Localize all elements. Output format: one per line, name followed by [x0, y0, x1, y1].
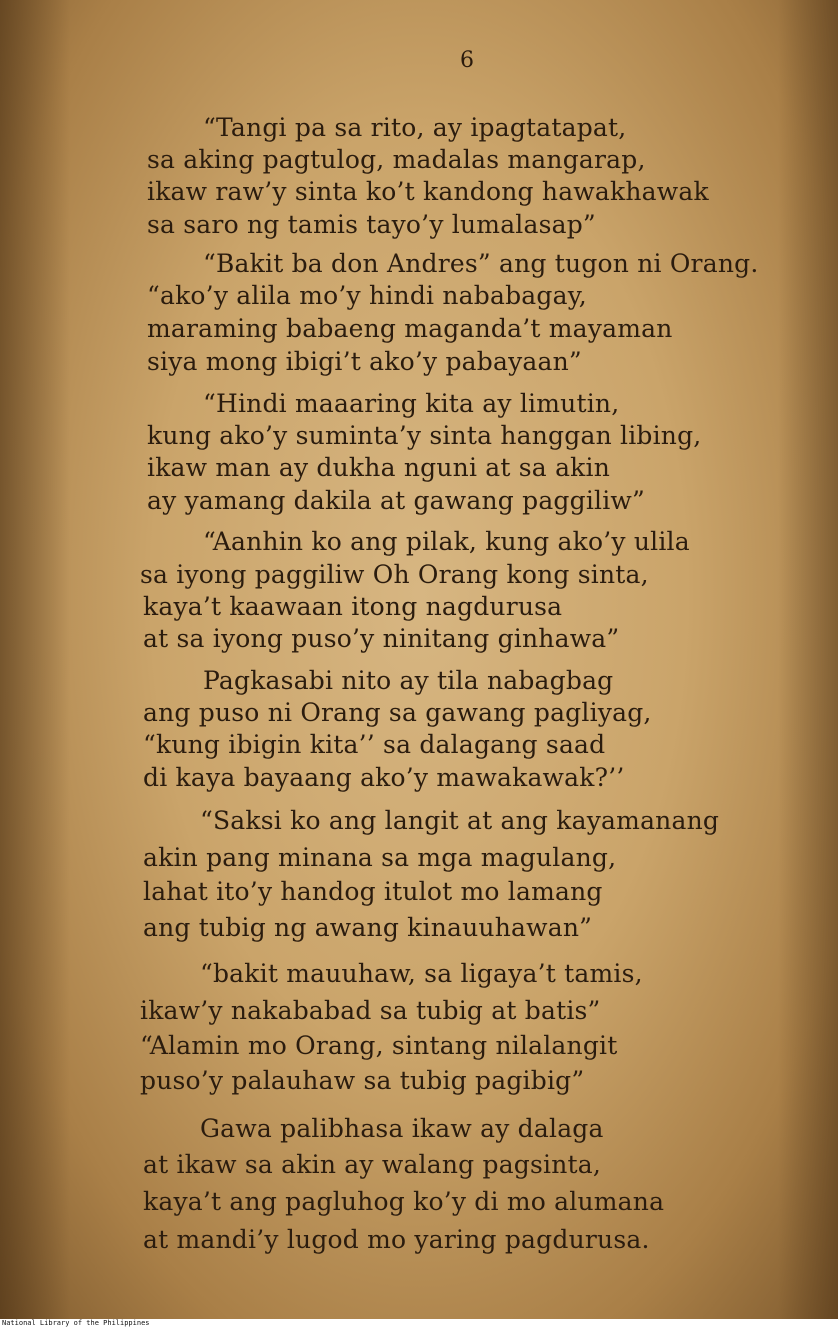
poem-line: Pagkasabi nito ay tila nabagbag — [203, 666, 614, 695]
poem-line: at mandi’y lugod mo yaring pagdurusa. — [143, 1225, 650, 1254]
poem-line: “bakit mauuhaw, sa ligaya’t tamis, — [200, 959, 643, 988]
poem-line: siya mong ibigi’t ako’y pabayaan” — [147, 347, 582, 376]
poem-line: ang tubig ng awang kinauuhawan” — [143, 913, 593, 942]
poem-line: at ikaw sa akin ay walang pagsinta, — [143, 1150, 602, 1179]
poem-line: ikaw man ay dukha nguni at sa akin — [147, 453, 611, 482]
poem-line: “ako’y alila mo’y hindi nababagay, — [147, 281, 587, 310]
poem-line: sa aking pagtulog, madalas mangarap, — [147, 145, 646, 174]
poem-line: di kaya bayaang ako’y mawakawak?’’ — [143, 763, 625, 792]
poem-line: ikaw’y nakababad sa tubig at batis” — [140, 996, 601, 1025]
poem-line: kung ako’y suminta’y sinta hanggan libing, — [147, 421, 702, 450]
poem-line: “Bakit ba don Andres” ang tugon ni Orang. — [203, 249, 759, 278]
poem-line: ang puso ni Orang sa gawang pagliyag, — [143, 698, 652, 727]
poem-line: sa saro ng tamis tayo’y lumalasap” — [147, 210, 596, 239]
poem-line: ay yamang dakila at gawang paggiliw” — [147, 486, 646, 515]
poem-line: maraming babaeng maganda’t mayaman — [147, 314, 673, 343]
poem-line: “Hindi maaaring kita ay limutin, — [203, 389, 620, 418]
poem-line: “Aanhin ko ang pilak, kung ako’y ulila — [203, 527, 690, 556]
library-credit: National Library of the Philippines — [2, 1319, 150, 1327]
poem-line: “Saksi ko ang langit at ang kayamanang — [200, 806, 720, 835]
page-number: 6 — [460, 48, 474, 73]
poem-line: “Tangi pa sa rito, ay ipagtatapat, — [203, 113, 627, 142]
poem-line: “Alamin mo Orang, sintang nilalangit — [140, 1031, 618, 1060]
poem-line: “kung ibigin kita’’ sa dalagang saad — [143, 730, 606, 759]
poem-line: sa iyong paggiliw Oh Orang kong sinta, — [140, 560, 649, 589]
poem-line: puso’y palauhaw sa tubig pagibig” — [140, 1066, 585, 1095]
poem-line: at sa iyong puso’y ninitang ginhawa” — [143, 624, 620, 653]
poem-line: lahat ito’y handog itulot mo lamang — [143, 877, 603, 906]
poem-line: ikaw raw’y sinta ko’t kandong hawakhawak — [147, 177, 709, 206]
poem-line: kaya’t ang pagluhog ko’y di mo alumana — [143, 1187, 665, 1216]
poem-line: kaya’t kaawaan itong nagdurusa — [143, 592, 563, 621]
poem-line: Gawa palibhasa ikaw ay dalaga — [200, 1114, 604, 1143]
poem-line: akin pang minana sa mga magulang, — [143, 843, 617, 872]
